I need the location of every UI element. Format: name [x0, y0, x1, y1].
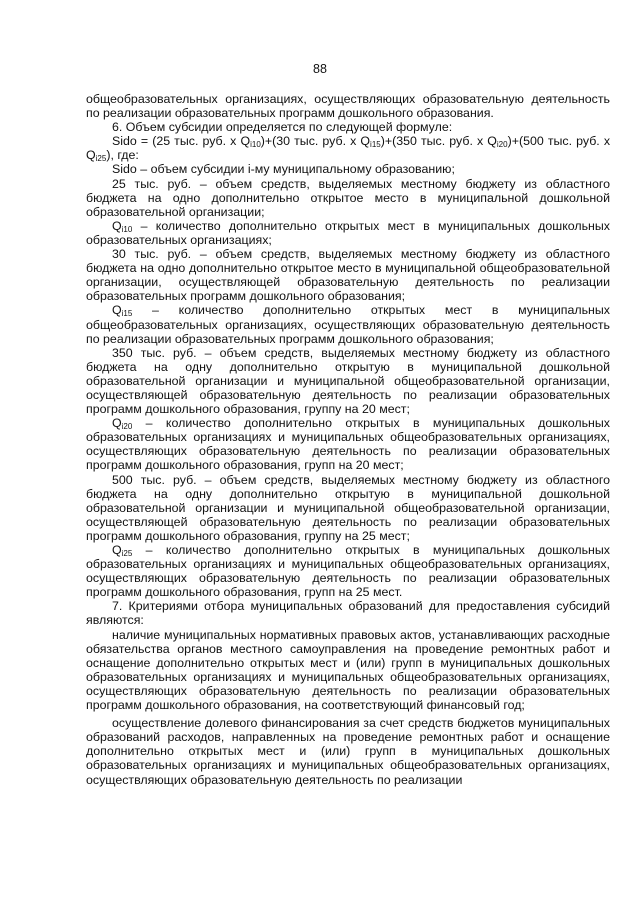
paragraph-continuation: общеобразовательных организациях, осуществляющих образовательную деятельность по реализации образовательных программ дошкольного образования.	[86, 92, 610, 121]
definition-500k: 500 тыс. руб. – объем средств, выделяемых местному бюджету из областного бюджета на одну дополнительно открытую в муниципальной дошкольной образовательной организации и муниципальной общеобразовательной организации, осуществляющей образовательную деятельность по реализации образовательных программ дошкольного образования, группу на 25 мест;	[86, 472, 610, 543]
paragraph-item-6: 6. Объем субсидии определяется по следующей формуле:	[112, 120, 453, 135]
criterion-2: осуществление долевого финансирования за счет средств бюджетов муниципальных образований расходов, направленных на проведение ремонтных работ и оснащение дополнительно открытых мест и (или) групп в муниципальных дошкольных образовательных организациях и муниципальных общеобразовательных организациях, осуществляющих образовательную деятельность по реализации	[86, 716, 610, 787]
formula: Sido = (25 тыс. руб. x $Q_{i10})+(30$ тыс. руб. x $Q_{i15})+(350$ тыс. руб. x $Q_{i20})+(500$ тыс. руб. x $Q_{i25}$), где:	[86, 134, 611, 164]
definition-350k: 350 тыс. руб. – объем средств, выделяемых местному бюджету из областного бюджета на одну дополнительно открытую в муниципальной дошкольной образовательной организации и муниципальной общеобразовательной организации, осуществляющей образовательную деятельность по реализации образовательных программ дошкольного образования, группу на 20 мест;	[86, 345, 610, 417]
page-number: 88	[313, 62, 327, 76]
definition-qi25: $Q_{i25}$ – количество дополнительно открытых в муниципальных дошкольных образовательных организациях и муниципальных общеобразовательных организациях, осуществляющих образовательную деятельность по реализации образовательных программ дошкольного образования, групп на 25 мест.	[86, 543, 610, 600]
definition-30k: 30 тыс. руб. – объем средств, выделяемых местному бюджету из областного бюджета на одно дополнительно открытое место в муниципальной общеобразовательной организации, осуществляющей образовательную деятельность по реализации образовательных программ дошкольного образования;	[86, 247, 610, 304]
criterion-1: наличие муниципальных нормативных правовых актов, устанавливающих расходные обязательства органов местного самоуправления на проведение ремонтных работ и оснащение дополнительно открытых мест и (или) групп в муниципальных дошкольных образовательных организациях и муниципальных общеобразовательных организациях, осуществляющих образовательную деятельность по реализации образовательных программ дошкольного образования, на соответствующий финансовый год;	[86, 627, 610, 713]
document-body	[86, 92, 610, 787]
definition-qi20: $Q_{i20}$ – количество дополнительно открытых в муниципальных дошкольных образовательных организациях и муниципальных общеобразовательных организациях, осуществляющих образовательную деятельность по реализации образовательных программ дошкольного образования, групп на 20 мест;	[86, 416, 610, 473]
paragraph-item-7: 7. Критериями отбора муниципальных образований для предоставления субсидий являются:	[86, 599, 610, 628]
definition-qi10: $Q_{i10}$ – количество дополнительно открытых мест в муниципальных дошкольных образовательных организациях;	[86, 218, 610, 247]
definition-qi15: $Q_{i15}$ – количество дополнительно открытых мест в муниципальных общеобразовательных организациях, осуществляющих образовательную деятельность по реализации образовательных программ дошкольного образования;	[86, 303, 610, 346]
definition-sido: Sido – объем субсидии i-му муниципальному образованию;	[112, 162, 455, 177]
definition-25k: 25 тыс. руб. – объем средств, выделяемых местному бюджету из областного бюджета на одно дополнительно открытое место в муниципальной дошкольной образовательной организации;	[86, 176, 610, 219]
